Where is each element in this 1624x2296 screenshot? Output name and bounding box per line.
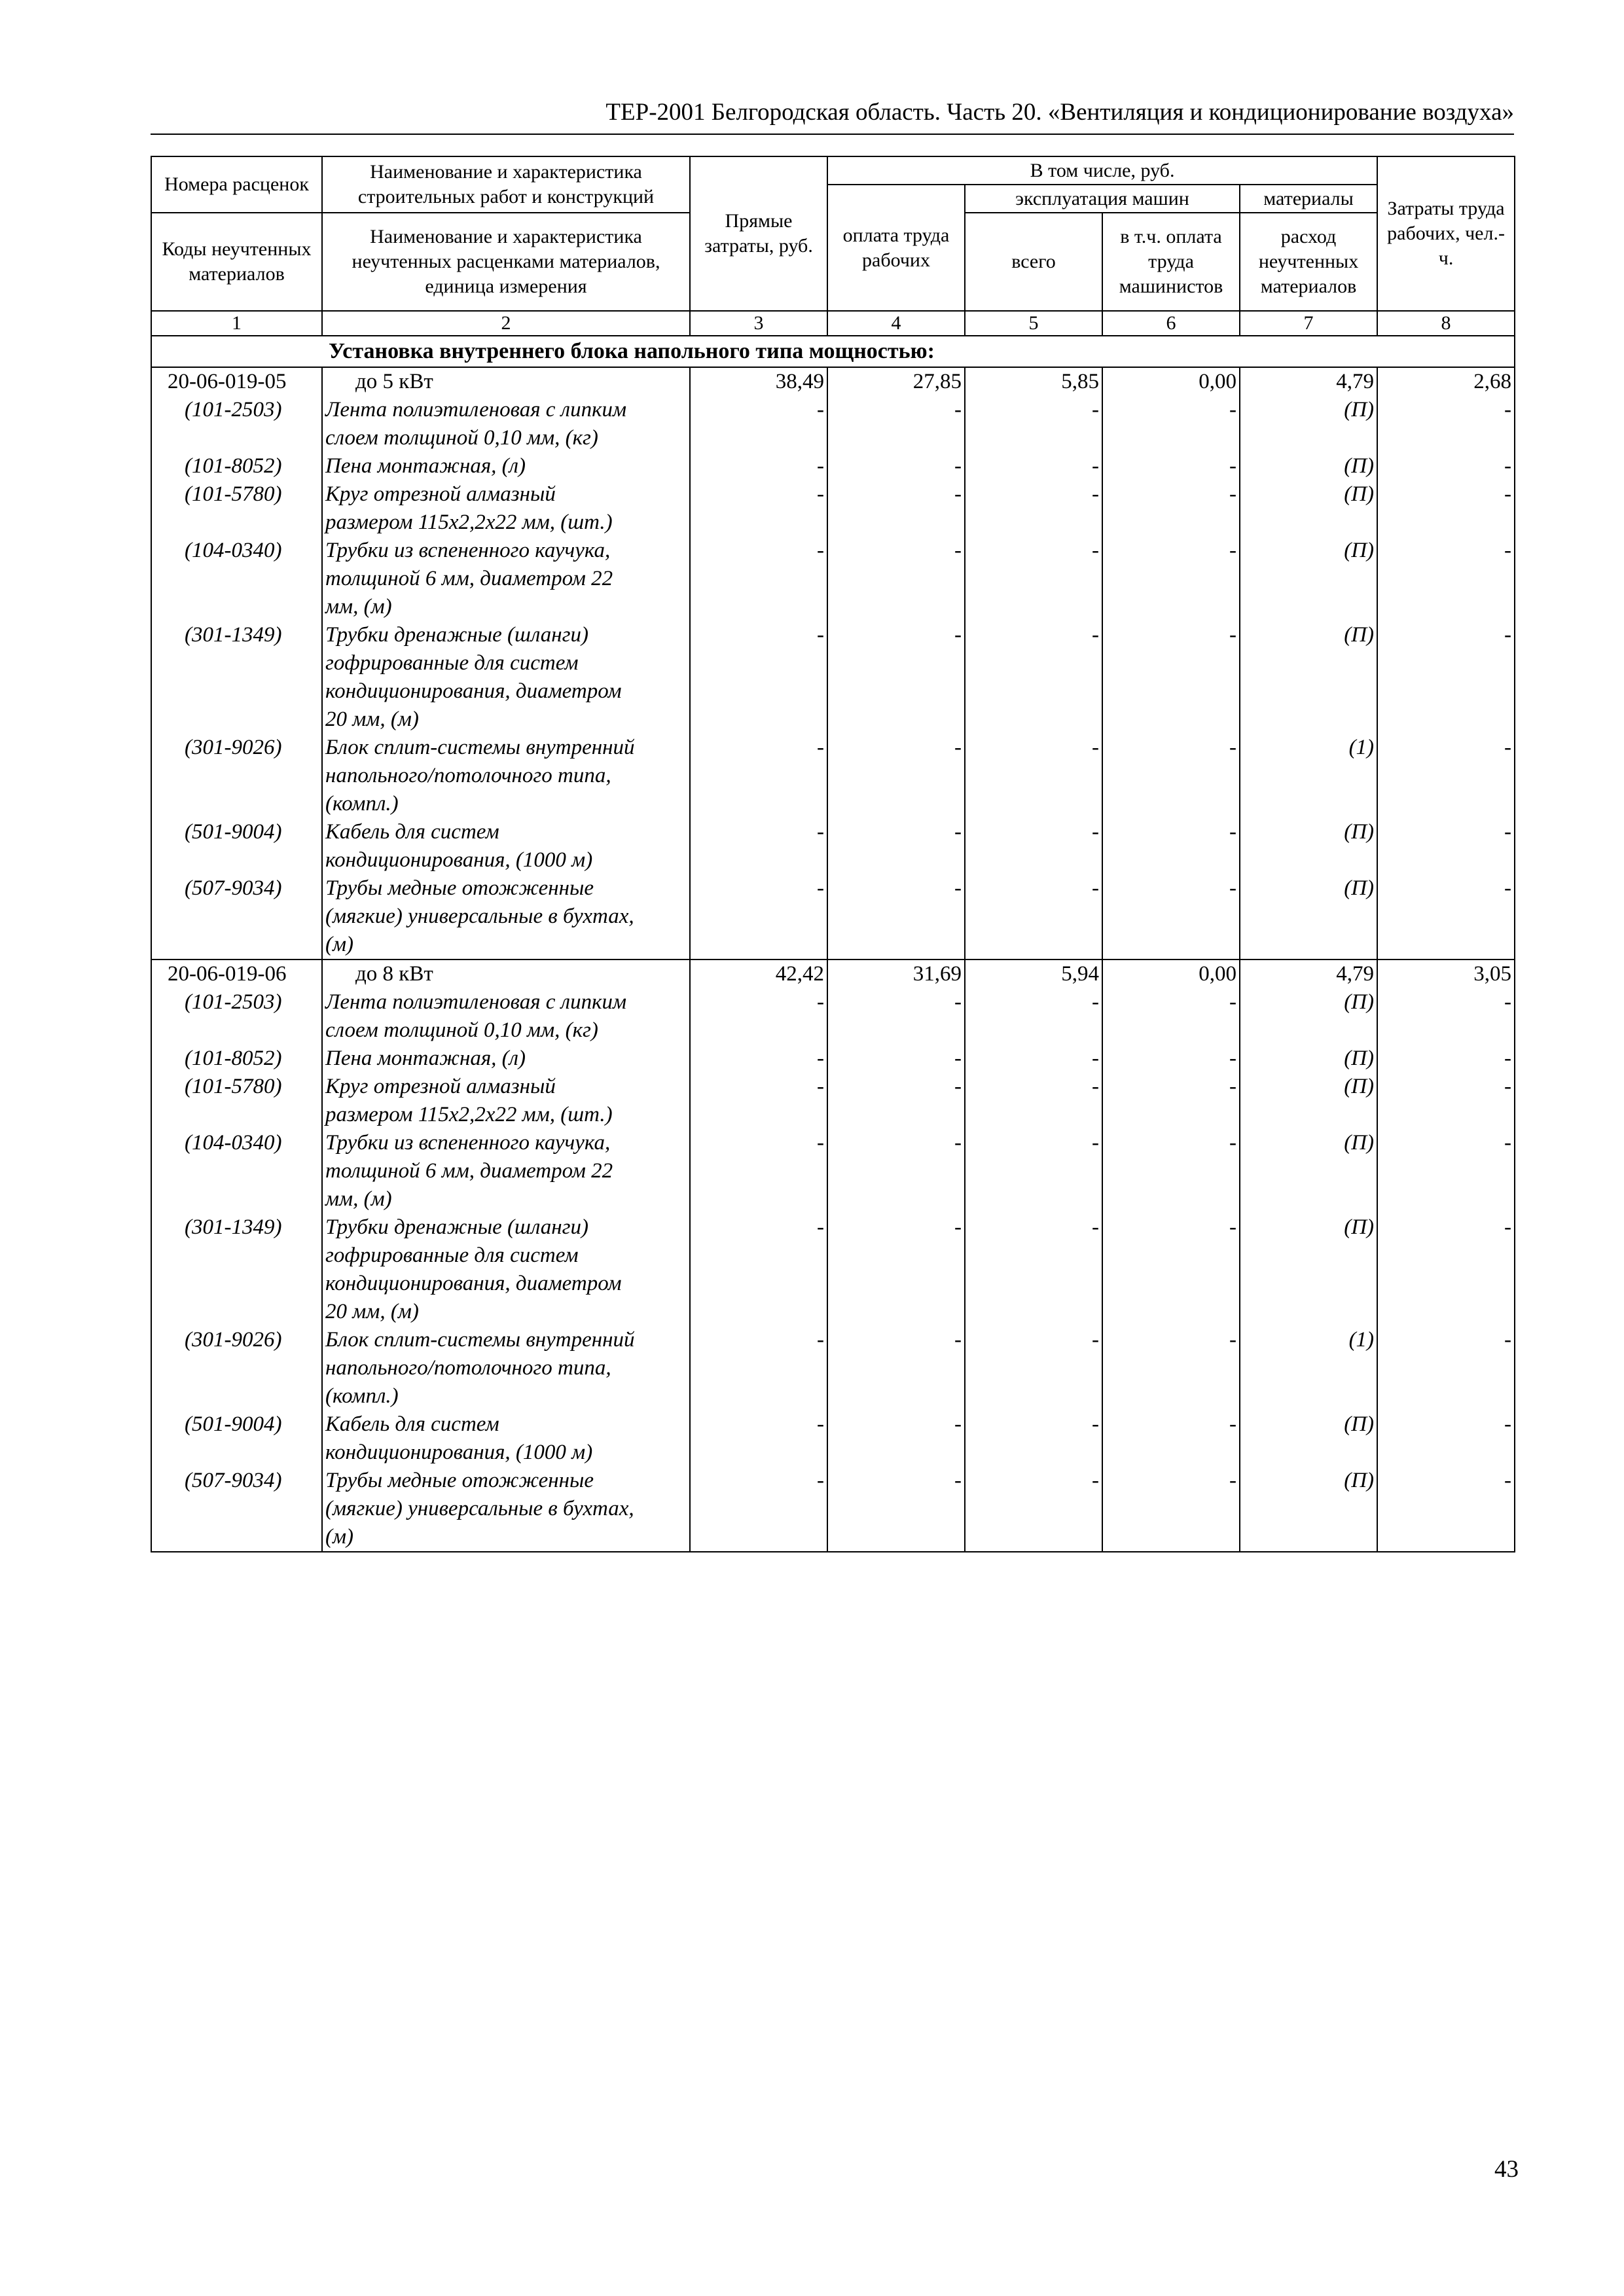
material-machinists-pay: - [1102, 818, 1240, 874]
material-row [151, 452, 1515, 480]
material-labor-hours: - [1377, 734, 1515, 818]
column-number: 4 [827, 311, 965, 336]
material-name [322, 537, 690, 621]
header-work-name: Наименование и характеристика строительных работ и конструкций [322, 156, 690, 213]
material-labor-pay: - [827, 988, 965, 1045]
material-machines-total: - [965, 1213, 1102, 1326]
machines-total: 5,85 [965, 367, 1102, 396]
material-consumption-class: (П) [1240, 452, 1377, 480]
material-name-line: (мягкие) универсальные в бухтах, [325, 1497, 634, 1520]
material-labor-pay: - [827, 1045, 965, 1073]
material-row [151, 621, 1515, 734]
material-code: (101-2503) [151, 988, 322, 1045]
material-labor-hours: - [1377, 1073, 1515, 1129]
direct-costs: 38,49 [690, 367, 827, 396]
material-machines-total: - [965, 452, 1102, 480]
material-name-line: кондиционирования, диаметром [325, 1272, 622, 1295]
material-direct-costs: - [690, 1045, 827, 1073]
table-body [151, 336, 1515, 1552]
material-labor-hours: - [1377, 988, 1515, 1045]
material-name-line: Лента полиэтиленовая с липким [325, 990, 627, 1014]
rate-row [151, 960, 1515, 988]
material-machinists-pay: - [1102, 1326, 1240, 1410]
material-row [151, 1467, 1515, 1552]
material-name-line: Трубы медные отожженные [325, 876, 594, 900]
material-name-line: гофрированные для систем [325, 651, 579, 675]
material-name [322, 1410, 690, 1467]
material-consumption-class: (П) [1240, 1467, 1377, 1552]
material-name-line: Пена монтажная, (л) [325, 454, 526, 478]
material-row [151, 396, 1515, 452]
material-machinists-pay: - [1102, 1045, 1240, 1073]
material-direct-costs: - [690, 1410, 827, 1467]
header-material-consumption: расход неучтенных материалов [1240, 213, 1377, 311]
material-direct-costs: - [690, 1129, 827, 1213]
material-labor-pay: - [827, 1073, 965, 1129]
material-name-line: напольного/потолочного типа, [325, 1356, 611, 1380]
material-row [151, 1129, 1515, 1213]
material-machines-total: - [965, 988, 1102, 1045]
material-name [322, 874, 690, 960]
material-name-line: слоем толщиной 0,10 мм, (кг) [325, 426, 598, 450]
material-labor-hours: - [1377, 621, 1515, 734]
material-consumption-class: (П) [1240, 537, 1377, 621]
material-machinists-pay: - [1102, 537, 1240, 621]
material-labor-pay: - [827, 621, 965, 734]
column-number: 6 [1102, 311, 1240, 336]
material-consumption-class: (П) [1240, 1213, 1377, 1326]
material-labor-hours: - [1377, 1326, 1515, 1410]
material-labor-hours: - [1377, 1467, 1515, 1552]
material-name [322, 1326, 690, 1410]
material-row [151, 734, 1515, 818]
material-name-line: толщиной 6 мм, диаметром 22 [325, 567, 613, 590]
material-consumption-class: (П) [1240, 1410, 1377, 1467]
material-labor-pay: - [827, 537, 965, 621]
material-machinists-pay: - [1102, 1213, 1240, 1326]
material-code: (101-5780) [151, 480, 322, 537]
header-direct-costs: Прямые затраты, руб. [690, 156, 827, 311]
material-code: (301-9026) [151, 1326, 322, 1410]
material-name-line: гофрированные для систем [325, 1244, 579, 1267]
material-name-line: мм, (м) [325, 595, 392, 619]
material-name-line: 20 мм, (м) [325, 1300, 419, 1323]
material-machinists-pay: - [1102, 734, 1240, 818]
material-consumption-class: (1) [1240, 1326, 1377, 1410]
material-machines-total: - [965, 1326, 1102, 1410]
material-machinists-pay: - [1102, 988, 1240, 1045]
material-name-line: кондиционирования, (1000 м) [325, 1441, 593, 1464]
rates-table [151, 156, 1515, 1552]
material-direct-costs: - [690, 480, 827, 537]
column-number: 1 [151, 311, 322, 336]
material-labor-pay: - [827, 874, 965, 960]
material-name-line: Трубки из вспененного каучука, [325, 539, 611, 562]
material-name-line: Трубки из вспененного каучука, [325, 1131, 611, 1155]
material-labor-pay: - [827, 1467, 965, 1552]
material-labor-hours: - [1377, 1213, 1515, 1326]
material-code: (501-9004) [151, 818, 322, 874]
material-machines-total: - [965, 621, 1102, 734]
section-row [151, 336, 1515, 367]
material-machinists-pay: - [1102, 1129, 1240, 1213]
material-name [322, 818, 690, 874]
material-name [322, 480, 690, 537]
column-numbers-row [151, 311, 1515, 336]
page-number: 43 [1494, 2156, 1519, 2183]
material-name [322, 1045, 690, 1073]
header-material-names: Наименование и характеристика неучтенных расценками материалов, единица измерения [322, 213, 690, 311]
material-labor-pay: - [827, 1410, 965, 1467]
material-machinists-pay: - [1102, 1410, 1240, 1467]
column-number: 2 [322, 311, 690, 336]
material-name-line: (м) [325, 1525, 354, 1549]
material-name-line: Лента полиэтиленовая с липким [325, 398, 627, 422]
material-name-line: Пена монтажная, (л) [325, 1047, 526, 1070]
material-consumption-class: (1) [1240, 734, 1377, 818]
material-code: (507-9034) [151, 1467, 322, 1552]
header-labor-hours: Затраты труда рабочих, чел.-ч. [1377, 156, 1515, 311]
column-number: 8 [1377, 311, 1515, 336]
material-code: (101-2503) [151, 396, 322, 452]
material-row [151, 1045, 1515, 1073]
material-consumption-class: (П) [1240, 818, 1377, 874]
material-direct-costs: - [690, 621, 827, 734]
material-consumption-class: (П) [1240, 396, 1377, 452]
material-name [322, 396, 690, 452]
material-labor-pay: - [827, 818, 965, 874]
material-machines-total: - [965, 1045, 1102, 1073]
material-name-line: кондиционирования, (1000 м) [325, 848, 593, 872]
material-code: (301-1349) [151, 1213, 322, 1326]
materials-cost: 4,79 [1240, 960, 1377, 988]
material-machinists-pay: - [1102, 452, 1240, 480]
material-labor-pay: - [827, 396, 965, 452]
material-labor-pay: - [827, 734, 965, 818]
material-row [151, 874, 1515, 960]
material-consumption-class: (П) [1240, 621, 1377, 734]
material-labor-pay: - [827, 1326, 965, 1410]
labor-hours: 3,05 [1377, 960, 1515, 988]
material-code: (101-8052) [151, 1045, 322, 1073]
material-machinists-pay: - [1102, 480, 1240, 537]
material-machines-total: - [965, 874, 1102, 960]
material-name-line: размером 115x2,2x22 мм, (шт.) [325, 1103, 613, 1126]
header-machinists-pay: в т.ч. оплата труда машинистов [1102, 213, 1240, 311]
column-number: 7 [1240, 311, 1377, 336]
material-labor-hours: - [1377, 874, 1515, 960]
header-materials: материалы [1240, 185, 1377, 213]
material-row [151, 1410, 1515, 1467]
material-name-line: 20 мм, (м) [325, 708, 419, 731]
rate-code: 20-06-019-06 [151, 960, 322, 988]
header-material-codes: Коды неучтенных материалов [151, 213, 322, 311]
material-consumption-class: (П) [1240, 1073, 1377, 1129]
material-direct-costs: - [690, 1467, 827, 1552]
material-labor-hours: - [1377, 452, 1515, 480]
labor-hours: 2,68 [1377, 367, 1515, 396]
material-consumption-class: (П) [1240, 1045, 1377, 1073]
material-machinists-pay: - [1102, 396, 1240, 452]
material-code: (104-0340) [151, 1129, 322, 1213]
machinists-pay: 0,00 [1102, 367, 1240, 396]
table-header [151, 156, 1515, 336]
header-rate-numbers: Номера расценок [151, 156, 322, 213]
material-code: (507-9034) [151, 874, 322, 960]
material-direct-costs: - [690, 1213, 827, 1326]
material-name-line: Кабель для систем [325, 1412, 499, 1436]
material-row [151, 988, 1515, 1045]
material-name-line: слоем толщиной 0,10 мм, (кг) [325, 1018, 598, 1042]
column-number: 5 [965, 311, 1102, 336]
material-labor-hours: - [1377, 818, 1515, 874]
material-direct-costs: - [690, 734, 827, 818]
machinists-pay: 0,00 [1102, 960, 1240, 988]
machines-total: 5,94 [965, 960, 1102, 988]
material-name [322, 734, 690, 818]
material-name [322, 1467, 690, 1552]
material-name-line: кондиционирования, диаметром [325, 679, 622, 703]
material-machines-total: - [965, 818, 1102, 874]
material-consumption-class: (П) [1240, 874, 1377, 960]
material-labor-hours: - [1377, 396, 1515, 452]
material-direct-costs: - [690, 988, 827, 1045]
material-name-line: Трубы медные отожженные [325, 1469, 594, 1492]
material-name-line: мм, (м) [325, 1187, 392, 1211]
header-machines-total: всего [965, 213, 1102, 311]
materials-cost: 4,79 [1240, 367, 1377, 396]
material-consumption-class: (П) [1240, 1129, 1377, 1213]
material-machines-total: - [965, 480, 1102, 537]
column-number: 3 [690, 311, 827, 336]
material-direct-costs: - [690, 818, 827, 874]
material-machines-total: - [965, 1410, 1102, 1467]
rate-name: до 5 кВт [322, 367, 690, 396]
material-labor-pay: - [827, 480, 965, 537]
material-name-line: Круг отрезной алмазный [325, 1075, 556, 1098]
material-name-line: (компл.) [325, 792, 399, 816]
rate-row [151, 367, 1515, 396]
section-title: Установка внутреннего блока напольного типа мощностью: [151, 336, 1515, 367]
material-name [322, 1129, 690, 1213]
material-labor-hours: - [1377, 537, 1515, 621]
material-name [322, 621, 690, 734]
material-labor-hours: - [1377, 1045, 1515, 1073]
material-direct-costs: - [690, 537, 827, 621]
material-labor-pay: - [827, 1213, 965, 1326]
material-labor-hours: - [1377, 1410, 1515, 1467]
running-header: ТЕР-2001 Белгородская область. Часть 20. «Вентиляция и кондиционирование воздуха» [151, 92, 1514, 135]
header-labor-pay: оплата труда рабочих [827, 185, 965, 311]
direct-costs: 42,42 [690, 960, 827, 988]
material-code: (104-0340) [151, 537, 322, 621]
material-consumption-class: (П) [1240, 988, 1377, 1045]
material-row [151, 1073, 1515, 1129]
material-machinists-pay: - [1102, 1073, 1240, 1129]
rate-code: 20-06-019-05 [151, 367, 322, 396]
material-name-line: Блок сплит-системы внутренний [325, 1328, 635, 1352]
material-name-line: толщиной 6 мм, диаметром 22 [325, 1159, 613, 1183]
material-row [151, 818, 1515, 874]
material-labor-pay: - [827, 1129, 965, 1213]
material-code: (301-1349) [151, 621, 322, 734]
material-name [322, 1073, 690, 1129]
material-labor-hours: - [1377, 1129, 1515, 1213]
material-name [322, 988, 690, 1045]
material-machines-total: - [965, 734, 1102, 818]
material-row [151, 537, 1515, 621]
material-name-line: Круг отрезной алмазный [325, 482, 556, 506]
header-including: В том числе, руб. [827, 156, 1377, 185]
material-code: (101-5780) [151, 1073, 322, 1129]
labor-pay: 27,85 [827, 367, 965, 396]
material-name-line: напольного/потолочного типа, [325, 764, 611, 787]
material-labor-pay: - [827, 452, 965, 480]
material-direct-costs: - [690, 452, 827, 480]
material-machinists-pay: - [1102, 1467, 1240, 1552]
material-name-line: (мягкие) универсальные в бухтах, [325, 905, 634, 928]
material-machinists-pay: - [1102, 621, 1240, 734]
header-machines: эксплуатация машин [965, 185, 1240, 213]
material-consumption-class: (П) [1240, 480, 1377, 537]
material-machines-total: - [965, 396, 1102, 452]
material-labor-hours: - [1377, 480, 1515, 537]
material-row [151, 1213, 1515, 1326]
rate-name: до 8 кВт [322, 960, 690, 988]
material-machines-total: - [965, 1073, 1102, 1129]
material-code: (101-8052) [151, 452, 322, 480]
material-machinists-pay: - [1102, 874, 1240, 960]
material-direct-costs: - [690, 1073, 827, 1129]
material-machines-total: - [965, 1467, 1102, 1552]
material-name-line: (м) [325, 933, 354, 956]
material-row [151, 1326, 1515, 1410]
material-direct-costs: - [690, 1326, 827, 1410]
material-direct-costs: - [690, 396, 827, 452]
material-code: (501-9004) [151, 1410, 322, 1467]
material-name-line: размером 115x2,2x22 мм, (шт.) [325, 511, 613, 534]
material-name-line: Кабель для систем [325, 820, 499, 844]
material-code: (301-9026) [151, 734, 322, 818]
material-name-line: Трубки дренажные (шланги) [325, 1215, 588, 1239]
material-machines-total: - [965, 537, 1102, 621]
material-direct-costs: - [690, 874, 827, 960]
labor-pay: 31,69 [827, 960, 965, 988]
material-name-line: Блок сплит-системы внутренний [325, 736, 635, 759]
material-name [322, 452, 690, 480]
material-name [322, 1213, 690, 1326]
material-row [151, 480, 1515, 537]
material-name-line: Трубки дренажные (шланги) [325, 623, 588, 647]
material-name-line: (компл.) [325, 1384, 399, 1408]
material-machines-total: - [965, 1129, 1102, 1213]
